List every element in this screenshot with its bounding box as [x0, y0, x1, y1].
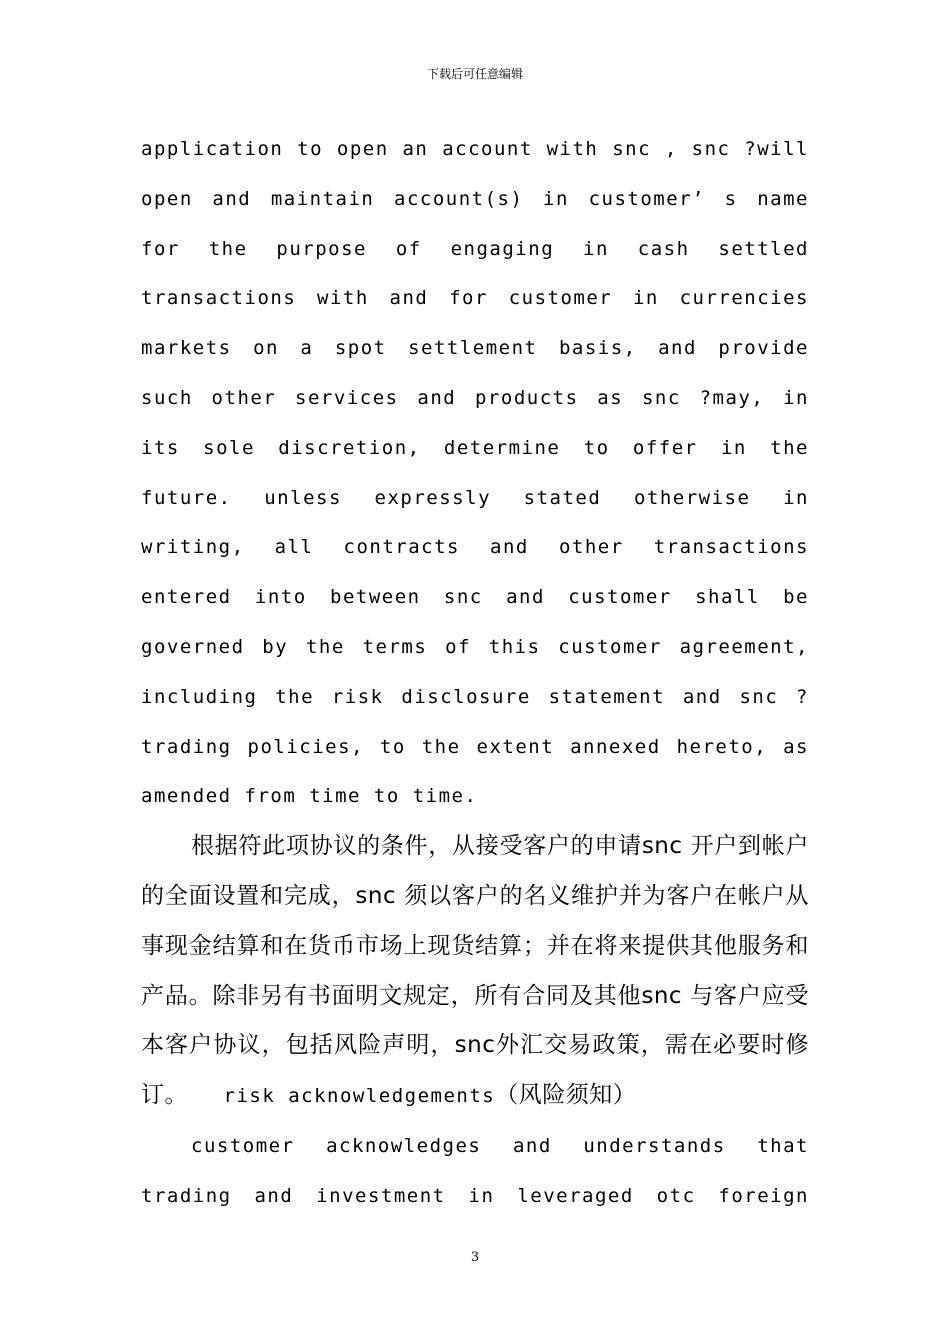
section-heading-chinese: （风险须知） [495, 1082, 637, 1109]
page-number: 3 [470, 1250, 480, 1265]
chinese-paragraph-text: 根据符此项协议的条件，从接受客户的申请snc 开户到帐户的全面设置和完成，snc 须以客户的名义维护并为客户在帐户从事现金结算和在货币市场上现货结算；并在将来提供其他服务和产品。除非另有书面明文规定，所有合同及其他snc 与客户应受本客户协议，包括风险声明，snc外汇交易政策，需在必要时修订。 [141, 833, 809, 1109]
english-paragraph-risk: customer acknowledges and understands that trading and investment in leveraged otc foreign [141, 1134, 809, 1207]
english-paragraph-account-terms: application to open an account with snc , snc ?will open and maintain account(s) in customer’ s name for the purpose of engaging in cash settled transactions with and for customer in currencies markets on a spot settlement basis, and provide such other services and products as snc ?may, in its sole discretion, determine to offer in the future. unless expressly stated otherwise in writing, all contracts and other transactions entered into between snc and customer shall be governed by the terms of this customer agreement, including the risk disclosure statement and snc ?trading policies, to the extent annexed hereto, as amended from time to time. [141, 138, 809, 808]
page-header: 下载后可任意编辑 [426, 67, 523, 81]
document-body [141, 125, 809, 1222]
section-heading-english: risk acknowledgements [223, 1085, 496, 1108]
chinese-paragraph-account-terms [141, 822, 809, 1122]
